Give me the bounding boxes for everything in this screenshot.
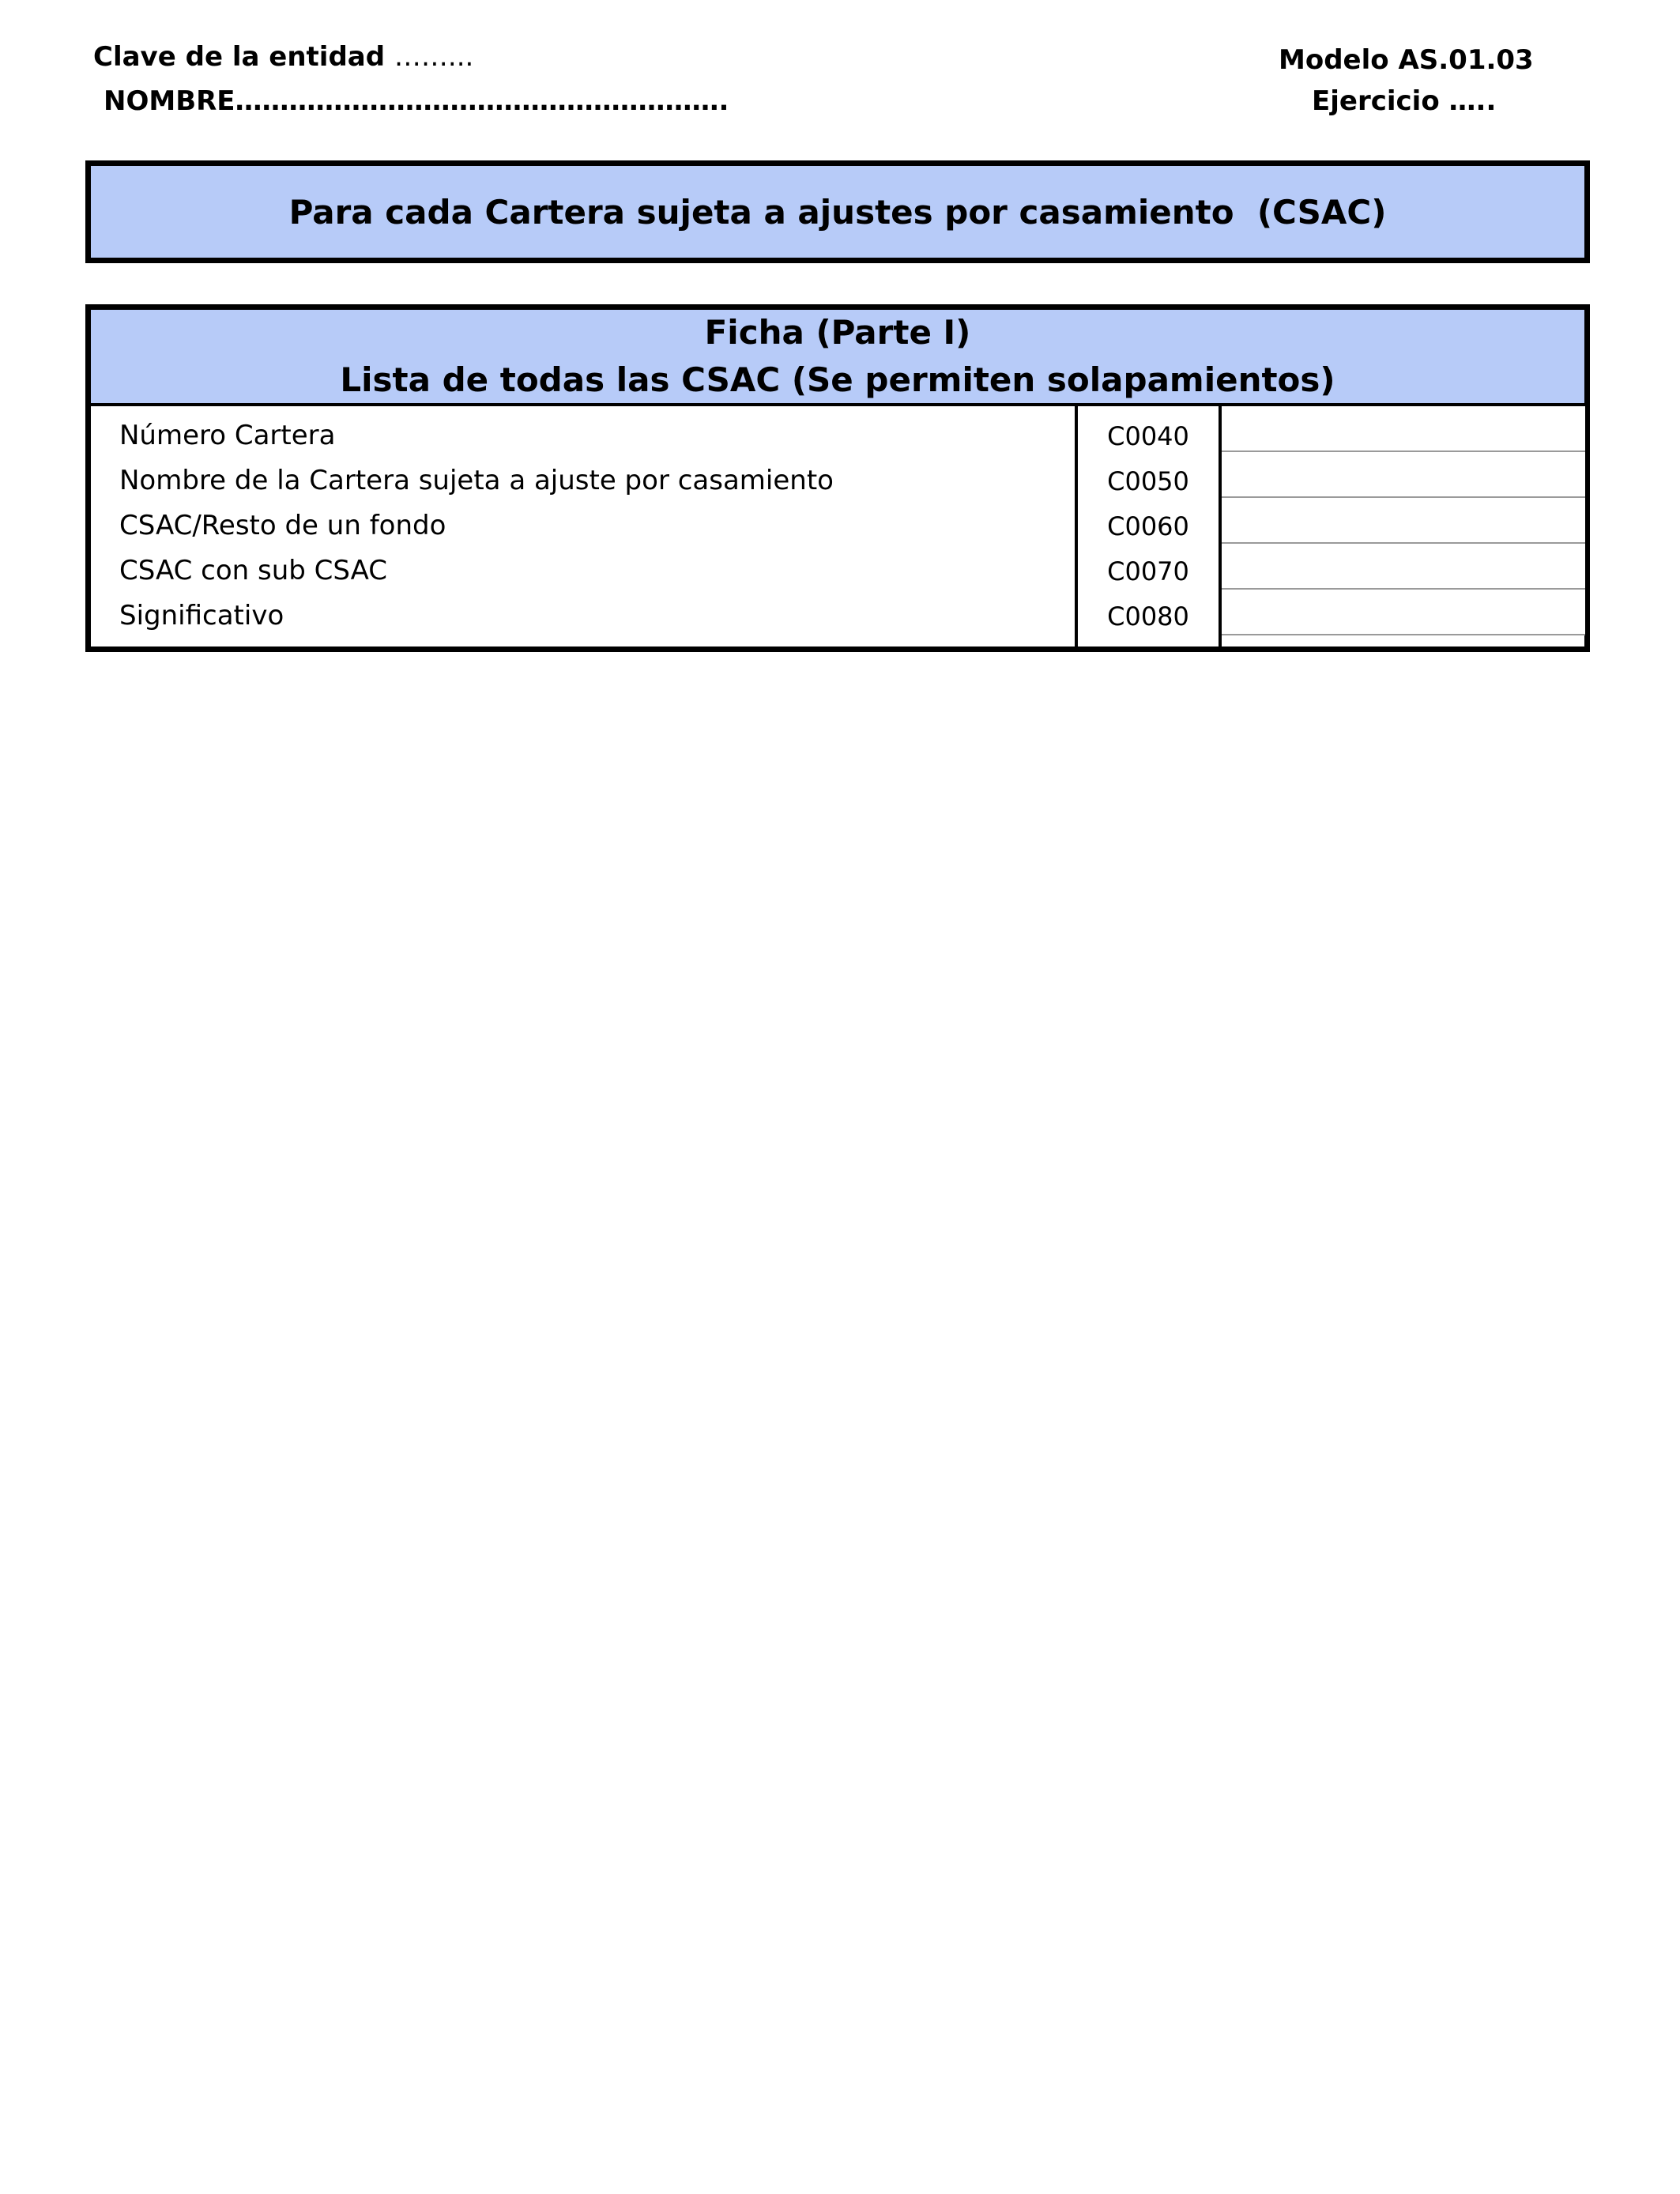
value-field-c0060[interactable] — [1222, 498, 1585, 544]
form-table — [85, 304, 1590, 652]
entity-key-label — [93, 41, 473, 73]
form-heading-line-2: Lista de todas las CSAC (Se permiten solapamientos) — [340, 360, 1335, 399]
model-code: Modelo AS.01.03 — [1279, 44, 1534, 76]
row-code-c0080: C0080 — [1107, 601, 1189, 631]
row-label-csac-resto-fondo: CSAC/Resto de un fondo — [119, 510, 446, 541]
fiscal-year-label-text: Ejercicio — [1312, 85, 1440, 117]
entity-name-label — [104, 85, 729, 117]
row-code-c0040: C0040 — [1107, 421, 1189, 451]
row-code-c0060: C0060 — [1107, 511, 1189, 541]
value-field-c0040[interactable] — [1222, 406, 1585, 452]
section-banner: Para cada Cartera sujeta a ajustes por casamiento (CSAC) — [85, 160, 1590, 263]
row-label-csac-con-sub-csac: CSAC con sub CSAC — [119, 555, 388, 586]
form-table-header — [91, 310, 1584, 406]
entity-name-label-text: NOMBRE — [104, 85, 235, 117]
row-code-c0070: C0070 — [1107, 556, 1189, 586]
form-table-body — [91, 406, 1584, 647]
row-label-significativo: Significativo — [119, 600, 284, 631]
fiscal-year-label — [1312, 85, 1496, 117]
form-heading-line-1: Ficha (Parte I) — [704, 313, 971, 352]
value-field-c0050[interactable] — [1222, 452, 1585, 498]
entity-key-dots: ……... — [394, 41, 474, 73]
fiscal-year-dots: ….. — [1448, 85, 1497, 117]
entity-name-dots: ………………………………………………. — [235, 85, 729, 117]
row-code-c0050: C0050 — [1107, 466, 1189, 496]
row-label-nombre-cartera: Nombre de la Cartera sujeta a ajuste por casamiento — [119, 465, 834, 496]
row-label-numero-cartera: Número Cartera — [119, 420, 336, 451]
value-field-c0080[interactable] — [1222, 590, 1585, 635]
value-field-c0070[interactable] — [1222, 544, 1585, 590]
entity-key-label-text: Clave de la entidad — [93, 41, 386, 73]
